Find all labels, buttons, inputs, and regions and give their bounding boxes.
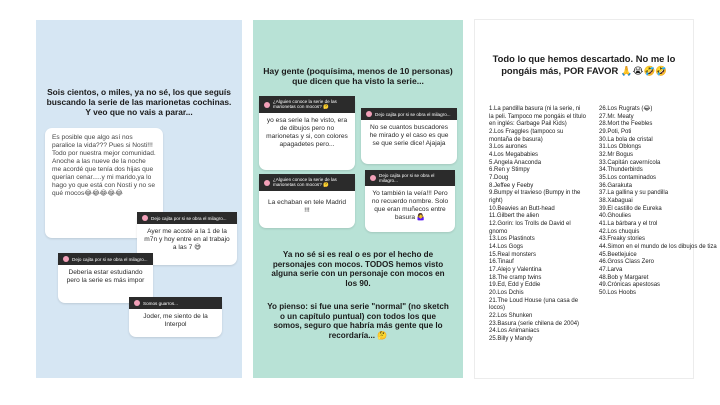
question-header: Somos guarros... — [129, 297, 222, 309]
list-item: 25.Billy y Mandy — [489, 336, 533, 343]
list-item: 21.The Loud House (una casa de — [489, 297, 579, 304]
response-text: Ayer me acosté a la 1 de la m7n y hoy entre en al trabajo a las 7 😅 — [144, 228, 230, 252]
response-text: yo esa serie la he visto, era de dibujos pero no marionetas y si, con colores apagadetes pero... — [266, 117, 348, 149]
list-item: 20.Los Dchis — [489, 290, 524, 297]
list-item: 10.Beavies an Butt-head — [489, 205, 555, 212]
list-item: montaña de basura) — [489, 136, 543, 143]
list-item: 18.The cramp twins — [489, 274, 542, 281]
response-text: Debería estar estudiando pero la serie es más impor — [66, 269, 145, 285]
list-item: right) — [489, 198, 503, 205]
list-item: 32.Mr Bogus — [599, 152, 634, 159]
list-item: 28.Mort the Feebles — [599, 121, 653, 128]
list-item: 49.Crónicas apestosas — [599, 282, 661, 289]
avatar-icon — [264, 180, 270, 186]
story-heading: Sois cientos, o miles, ya no sé, los que seguís buscando la serie de las marionetas cochinas. Y veo que no vais a parar... — [46, 87, 232, 117]
response-card — [361, 108, 457, 164]
story-heading: Todo lo que hemos descartado. No me lo pongáis más, POR FAVOR 🙏😭🤣🤣 — [492, 53, 676, 76]
list-item: 11.Gilbert the alien — [489, 213, 539, 220]
list-item: 40.Ghoulies — [599, 213, 632, 220]
question-header: ¿Alguien conoce la serie de las marionetas con mocos? 🤔 — [259, 174, 355, 191]
response-text: Es posible que algo así nos paralice la vida??? Pues si Nosti!!! Todo por nuestra mejor comunidad. Anoche a las nueve de la noche me acordé que tenía dos hijas que querían cenar.....y mi marido,ya lo hago yo que está con Nosti y no se qué mocos😂😂😂😂😂 — [52, 134, 156, 198]
list-item: 50.Los Hoobs — [599, 290, 637, 297]
avatar-icon — [366, 111, 372, 117]
list-item: 39.El castillo de Eureka — [599, 205, 662, 212]
avatar-icon — [264, 102, 270, 108]
list-item: 35.Los contaminados — [599, 175, 657, 182]
list-item: 31.Los Oblongs — [599, 144, 642, 151]
list-item: 14.Los Gogs — [489, 244, 524, 251]
list-item: locos) — [489, 305, 506, 312]
story-panel-1 — [36, 20, 242, 378]
question-header: Dejo cajita por si se obra el milagro... — [58, 253, 153, 265]
story-paragraph: Yo pienso: si fue una serie "normal" (no sketch o un capítulo puntual) con todos los que somos, seguro que habría más gente que lo recordaría... 🤔 — [267, 302, 449, 341]
list-item: 13.Los Plastinots — [489, 236, 535, 243]
story-panel-2 — [253, 20, 463, 378]
list-item: 9.Bumpy el travieso (Bumpy in the — [489, 190, 581, 197]
response-text: Joder, me siento de la Interpol — [143, 313, 208, 329]
list-item: 15.Real monsters — [489, 251, 537, 258]
list-item: 38.Xabaguai — [599, 198, 633, 205]
list-item: 41.La bárbara y el trol — [599, 221, 658, 228]
list-item: 17.Alejo y Valentina — [489, 267, 542, 274]
question-header: ¿Alguien conoce la serie de las marionetas con mocos? 🤔 — [259, 96, 355, 113]
list-item: 37.La gallina y su pandilla — [599, 190, 669, 197]
question-header: Dejo cajita por si se obra el milagro... — [137, 212, 237, 224]
list-item: 47.Larva — [599, 267, 623, 274]
story-panel-3 — [475, 20, 717, 378]
list-item: 19.Ed, Edd y Eddie — [489, 282, 541, 289]
list-item: 30.La bola de cristal — [599, 136, 653, 143]
list-item: 4.Los Megababies — [489, 152, 539, 159]
discarded-list-left — [489, 106, 584, 344]
list-item: 16.Tinauf — [489, 259, 514, 266]
response-text: La echaban en tele Madrid !!! — [267, 199, 347, 215]
avatar-icon — [142, 215, 148, 221]
list-item: 7.Doug — [489, 175, 509, 182]
list-item: 1.La pandilla basura (ni la serie, ni — [489, 106, 581, 112]
story-paragraph: Ya no sé si es real o es por el hecho de personajes con mocos. TODOS hemos visto alguna serie con un personaje con mocos en los 90. — [271, 250, 445, 289]
list-item: 24.Los Animaniacs — [489, 328, 540, 335]
list-item: 44.Simon en el mundo de los dibujos de tiza — [599, 244, 717, 251]
response-text: Yo también la veía!!! Pero no recuerdo nombre. Solo que eran muñecos entre basura 🤷‍♀️ — [371, 190, 449, 222]
list-item: 22.Los Shunken — [489, 313, 533, 320]
list-item: 2.Los Fraggles (tampoco su — [489, 129, 564, 136]
list-item: 26.Los Rugrats (😂) — [599, 106, 653, 112]
response-card — [129, 297, 222, 337]
avatar-icon — [134, 300, 140, 306]
list-item: 36.Garakuta — [599, 182, 633, 189]
list-item: 12.Gorin: los Trolls de David el — [489, 221, 571, 228]
response-card — [58, 253, 153, 303]
list-item: 45.Beetlejuice — [599, 251, 637, 258]
question-header: Dejo cajita por si se obra el milagro... — [365, 170, 455, 186]
response-card — [259, 174, 355, 228]
list-item: 46.Gross Class Zero — [599, 259, 655, 266]
list-item: 23.Basura (serie chilena de 2004) — [489, 320, 580, 327]
question-header: Dejo cajita por si se obra el milagro... — [361, 108, 457, 120]
list-item: 48.Bob y Margaret — [599, 274, 649, 281]
avatar-icon — [63, 256, 69, 262]
list-item: 43.Freaky stories — [599, 236, 646, 243]
list-item: 34.Thunderbirds — [599, 167, 643, 174]
response-card — [365, 170, 455, 232]
list-item: 27.Mr. Meaty — [599, 113, 634, 120]
response-card — [259, 96, 355, 170]
list-item: 8.Jeffee y Feeby — [489, 182, 534, 189]
discarded-list-right — [599, 106, 717, 298]
list-item: 29.Poti, Poti — [599, 129, 632, 136]
list-item: gnomo — [489, 228, 508, 235]
response-text: No se cuantos buscadores he mirado y el caso es que se que serie dice! Ajajaja — [369, 124, 449, 148]
list-item: 3.Los aurones — [489, 144, 528, 151]
list-item: 6.Ren y Stimpy — [489, 167, 530, 174]
story-heading: Hay gente (poquísima, menos de 10 personas) que dicen que ha visto la serie... — [263, 66, 453, 87]
list-item: en inglés: Garbage Pail Kids) — [489, 121, 567, 128]
list-item: 5.Angela Anaconda — [489, 159, 542, 166]
avatar-icon — [370, 175, 376, 181]
list-item: 42.Los chuquis — [599, 228, 640, 235]
list-item: la peli. Tampoco me pongáis el título — [489, 113, 586, 120]
list-item: 33.Capitán cavernícola — [599, 159, 661, 166]
